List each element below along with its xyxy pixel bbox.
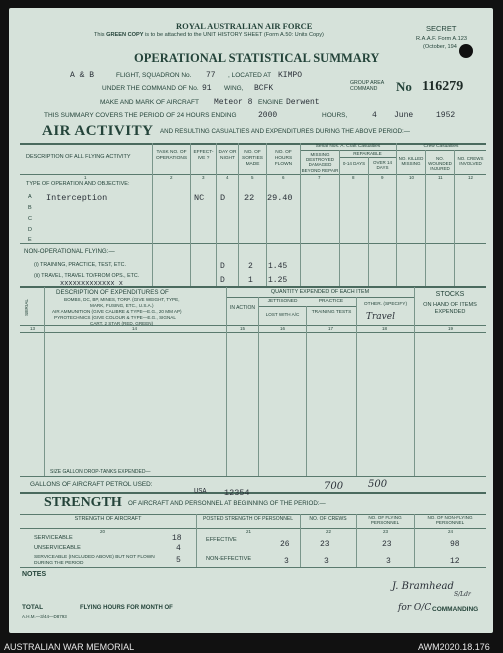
practice-label: PRACTICE: [318, 299, 344, 304]
col-aircraft-casualties: Serial Nos. A. Craft Casualties: [315, 144, 381, 149]
period-day: 4: [372, 111, 377, 120]
secret-label: SECRET: [426, 24, 457, 33]
signature-rank: S/Ldr: [454, 591, 471, 598]
caption-left: AUSTRALIAN WAR MEMORIAL: [4, 642, 135, 652]
training-tests-label: TRAINING TESTS: [311, 310, 352, 315]
total-label: TOTAL: [22, 604, 44, 611]
period-year: 1952: [436, 111, 456, 120]
operation-name: Interception: [46, 193, 108, 203]
col-task: TASK NO. OF OPERATIONS: [155, 150, 188, 161]
strength-subtitle: OF AIRCRAFT AND PERSONNEL AT BEGINNING OF THE PERIOD:—: [128, 500, 326, 507]
col-rep-short: 0-14 DAYS: [342, 161, 366, 166]
period-label: THIS SUMMARY COVERS THE PERIOD OF 24 HOURS ENDING: [44, 112, 237, 119]
number-label: No: [396, 79, 412, 94]
squadron-value: 77: [206, 71, 216, 80]
training-day-night: D: [220, 262, 225, 271]
col-sorties: NO. OF SORTIES MADE: [242, 150, 263, 167]
effective-nonflying: 98: [450, 540, 460, 549]
signature: J. Bramhead: [392, 581, 454, 592]
caption-right: AWM2020.18.176: [418, 642, 490, 652]
form-ref: R.A.A.F. Form A.123: [416, 36, 467, 42]
effective-label: EFFECTIVE: [206, 537, 237, 543]
crews-head: NO. OF CREWS: [309, 516, 347, 522]
form-title: OPERATIONAL STATISTICAL SUMMARY: [134, 51, 380, 65]
nonop-label: NON-OPERATIONAL FLYING:—: [24, 248, 115, 255]
training-label: (i) TRAINING, PRACTICE, TEST, ETC.: [34, 262, 126, 268]
petrol-label: GALLONS OF AIRCRAFT PETROL USED:: [30, 481, 153, 488]
wing-value: BCFK: [254, 84, 274, 93]
col-repairable: REPAIRABLE: [353, 151, 382, 156]
non-effective-label: NON-EFFECTIVE: [206, 556, 252, 562]
other-handwritten: Travel: [366, 312, 395, 322]
header-note: This GREEN COPY is to be attached to the UNIT HISTORY SHEET (Form A.50: Units Copy): [94, 32, 324, 38]
training-hours: 1.45: [268, 262, 288, 271]
petrol-other: 500: [368, 479, 388, 490]
notes-label: NOTES: [22, 571, 47, 578]
expenditure-bottom-rule: [20, 476, 486, 477]
not-flown-value: 5: [176, 556, 181, 565]
wing-label: WING,: [224, 85, 244, 92]
command-value: 91: [202, 84, 212, 93]
hours-month-label: FLYING HOURS FOR MONTH OF: [80, 605, 173, 611]
jettisoned-label: JETTISONED: [267, 299, 298, 304]
effective-crews: 23: [320, 540, 330, 549]
flight-label: FLIGHT, SQUADRON No.: [116, 72, 192, 79]
col-involved: NO. CREWS INVOLVED: [457, 156, 484, 167]
non-effective-nonflying: 12: [450, 557, 460, 566]
travel-strikeout: xxxxxxxxxxxxx x: [60, 280, 124, 288]
travel-hours: 1.25: [268, 276, 288, 285]
operation-hours: 29.40: [267, 193, 293, 203]
operation-day-night: D: [220, 193, 226, 203]
stocks-label: STOCKS: [435, 291, 465, 298]
serial-label: SERIAL: [25, 298, 30, 316]
col-hours: NO. OF HOURS FLOWN: [274, 150, 293, 167]
unserviceable-label: UNSERVICEABLE: [34, 545, 81, 551]
non-effective-flying: 3: [386, 557, 391, 566]
nonop-rule: [20, 243, 486, 244]
period-hours: 2000: [258, 111, 278, 120]
col-wounded: NO. WOUNDED INJURED: [428, 156, 452, 172]
petrol-type: USA: [194, 488, 207, 496]
non-effective-crews: 3: [324, 557, 329, 566]
petrol-training: 700: [324, 481, 344, 492]
nonflying-head: NO. OF NON-FLYING PERSONNEL: [427, 515, 473, 526]
drop-tanks-label: SIZE GALLON DROP-TANKS EXPENDED—: [50, 469, 151, 475]
serial-number: 116279: [422, 79, 464, 94]
non-effective-total: 3: [284, 557, 289, 566]
air-activity-title: AIR ACTIVITY: [42, 123, 154, 139]
located-label: , LOCATED AT: [228, 72, 272, 79]
stocks-subtitle: ON HAND OF ITEMS EXPENDED: [423, 302, 477, 316]
hours-label: HOURS,: [322, 112, 348, 119]
unserviceable-value: 4: [176, 544, 181, 553]
aircraft-value: Meteor 8: [214, 98, 253, 107]
commanding-label: COMMANDING: [432, 606, 479, 613]
col-rep-long: OVER 14 DAYS: [372, 160, 392, 171]
punch-hole: [459, 44, 473, 58]
print-reference: A.H.M.—3/44—D8793: [22, 614, 67, 619]
serviceable-label: SERVICEABLE: [34, 535, 73, 541]
effective-total: 26: [280, 540, 290, 549]
effective-flying: 23: [382, 540, 392, 549]
type-of-operation-label: TYPE OF OPERATION AND OBJECTIVE:: [26, 181, 130, 187]
aircraft-label: MAKE AND MARK OF AIRCRAFT: [100, 99, 199, 106]
located-value: KIMPO: [278, 71, 303, 80]
period-month: June: [394, 111, 414, 120]
flight-value: A & B: [70, 71, 95, 80]
operation-effective: NC: [194, 193, 205, 203]
col-missing: MISSING DESTROYED DAMAGED BEYOND REPAIR: [301, 152, 339, 173]
training-sorties: 2: [248, 262, 253, 271]
group-label: GROUP AREA COMMAND: [350, 80, 384, 92]
petrol-total: 12354: [224, 488, 250, 498]
not-flown-label: SERVICEABLE (INCLUDED ABOVE) BUT NOT FLOWN DURING THE PERIOD: [34, 555, 155, 566]
flying-head: NO. OF FLYING PERSONNEL: [368, 515, 402, 526]
quantity-title: QUANTITY EXPENDED OF EACH ITEM: [270, 289, 370, 295]
strength-title: STRENGTH: [44, 495, 122, 510]
in-action-label: IN ACTION: [229, 305, 255, 311]
travel-sorties: 1: [248, 276, 253, 285]
col-crew-casualties: Crew Casualties: [423, 144, 459, 149]
col-killed: NO. KILLED MISSING: [398, 156, 424, 167]
air-activity-subtitle: AND RESULTING CASUALTIES AND EXPENDITURES DURING THE ABOVE PERIOD:—: [160, 128, 410, 135]
col-day-night: DAY OR NIGHT: [218, 150, 237, 161]
header-title: ROYAL AUSTRALIAN AIR FORCE: [176, 21, 313, 31]
engine-label: ENGINE: [258, 99, 283, 106]
travel-day-night: D: [220, 276, 225, 285]
posted-strength-head: POSTED STRENGTH OF PERSONNEL: [202, 516, 293, 522]
aircraft-strength-head: STRENGTH OF AIRCRAFT: [74, 516, 142, 522]
col-desc: DESCRIPTION OF ALL FLYING ACTIVITY: [26, 154, 131, 160]
command-label: UNDER THE COMMAND OF No.: [102, 85, 199, 92]
travel-label: (ii) TRAVEL, TRAVEL TO/FROM OPS., ETC.: [34, 273, 140, 279]
expenditure-title: DESCRIPTION OF EXPENDITURES OF: [56, 289, 169, 296]
for-oc: for O/C: [398, 603, 432, 613]
col-effective: EFFECT-IVE ?: [193, 150, 214, 161]
lost-with-ac-label: LOST WITH A/C: [265, 312, 300, 317]
engine-value: Derwent: [286, 98, 320, 107]
operation-sorties: 22: [244, 193, 255, 203]
serviceable-value: 18: [172, 534, 182, 543]
form-date: (October, 194: [423, 44, 457, 50]
other-label: OTHER. (SPECIFY): [363, 302, 408, 307]
